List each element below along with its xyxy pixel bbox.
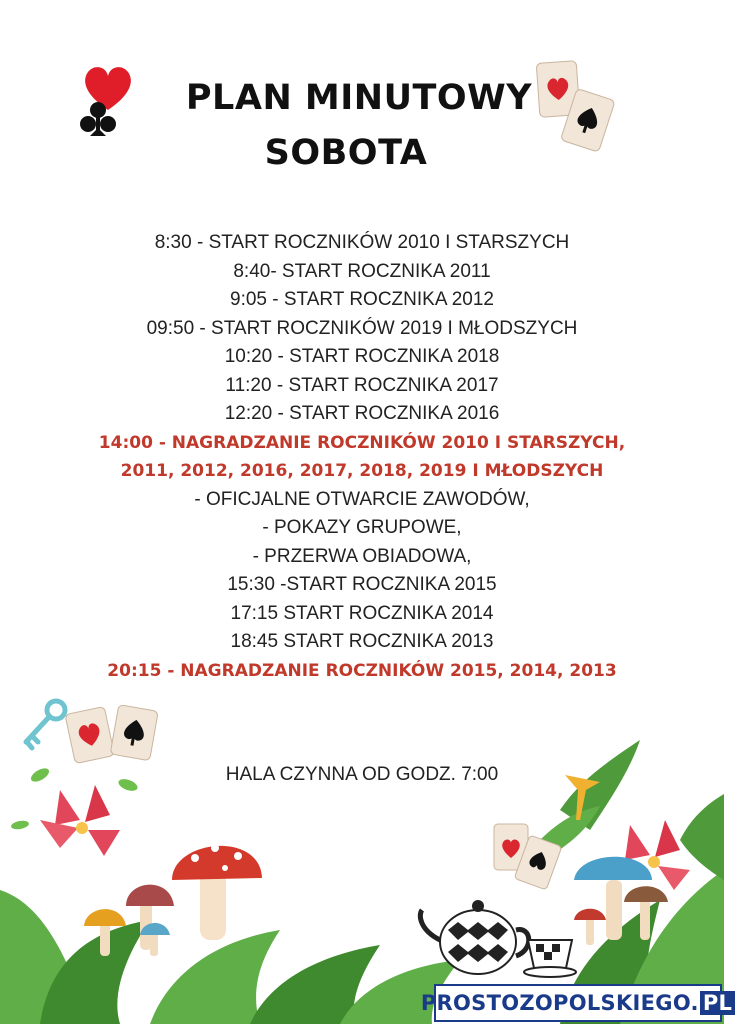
schedule-item-highlight: 20:15 - NAGRADZANIE ROCZNIKÓW 2015, 2014, 2013 — [107, 660, 617, 681]
schedule-item: 9:05 - START ROCZNIKA 2012 — [230, 289, 494, 310]
schedule-item: - OFICJALNE OTWARCIE ZAWODÓW, — [194, 488, 530, 510]
schedule-item: 09:50 - START ROCZNIKÓW 2019 I MŁODSZYCH — [146, 317, 578, 339]
teapot-icon — [420, 900, 528, 974]
schedule-item-highlight: 2011, 2012, 2016, 2017, 2018, 2019 I MŁODSZYCH — [120, 461, 604, 481]
watermark-badge — [420, 984, 733, 1022]
page-title: PLAN MINUTOWY — [185, 78, 533, 118]
schedule-item: 10:20 - START ROCZNIKA 2018 — [224, 346, 500, 367]
schedule-item: 8:40- START ROCZNIKA 2011 — [233, 260, 491, 282]
teacup-icon — [524, 940, 576, 977]
schedule-item: 18:45 START ROCZNIKA 2013 — [230, 631, 494, 652]
schedule-item: - POKAZY GRUPOWE, — [262, 517, 462, 538]
schedule-item: 11:20 - START ROCZNIKA 2017 — [225, 374, 499, 396]
schedule-item: 12:20 - START ROCZNIKA 2016 — [224, 403, 500, 424]
schedule-list — [0, 229, 724, 685]
page-subtitle: SOBOTA — [264, 133, 428, 173]
schedule-item-highlight: 14:00 - NAGRADZANIE ROCZNIKÓW 2010 I STARSZYCH, — [98, 432, 626, 453]
watermark-text: PROSTOZOPOLSKIEGO. — [420, 991, 699, 1015]
schedule-item: 17:15 START ROCZNIKA 2014 — [230, 602, 494, 624]
schedule-item: 8:30 - START ROCZNIKÓW 2010 I STARSZYCH — [154, 232, 570, 253]
watermark-suffix: PL — [700, 991, 735, 1015]
hall-opening-note: HALA CZYNNA OD GODZ. 7:00 — [225, 764, 499, 785]
garden-illustration — [0, 730, 724, 1024]
schedule-item: 15:30 -START ROCZNIKA 2015 — [227, 574, 497, 595]
schedule-item: - PRZERWA OBIADOWA, — [252, 545, 472, 567]
